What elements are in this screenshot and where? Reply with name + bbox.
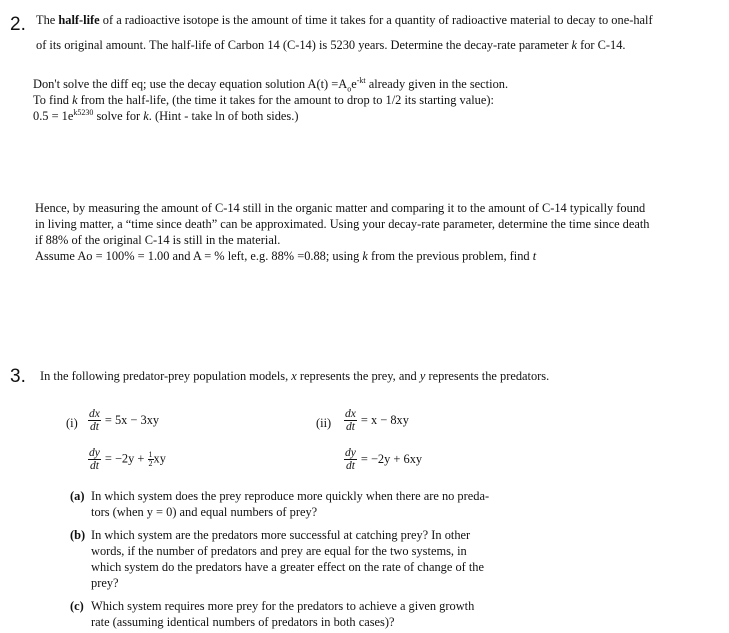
question-b-label (70, 528, 85, 543)
instruction-line-3 (33, 109, 298, 124)
text: To find (33, 93, 73, 107)
text: already given in the section. (365, 77, 509, 91)
numerator: 1 (148, 450, 153, 459)
rhs: = −2y + 6xy (360, 452, 423, 466)
label: (c) (70, 599, 84, 613)
t-var: t (532, 249, 537, 263)
system-ii-eq-1 (344, 408, 409, 433)
problem-2-line-2 (36, 38, 626, 53)
question-a-line-1: In which system does the prey reproduce more quickly when there are no preda- (91, 489, 490, 503)
text: for C-14. (576, 38, 626, 52)
system-i-eq-2 (88, 447, 166, 472)
label: (b) (70, 528, 86, 542)
system-i-label: (i) (66, 416, 78, 430)
k-var: k (362, 249, 368, 263)
system-i-eq-1 (88, 408, 159, 433)
question-c-line-2: rate (assuming identical numbers of predators in both cases)? (91, 615, 395, 629)
label: (a) (70, 489, 85, 503)
k-var: k (143, 109, 149, 123)
dy-dt-fraction (88, 447, 101, 472)
numerator: dy (345, 447, 356, 459)
denominator: dt (345, 460, 355, 472)
system-ii-label: (ii) (316, 416, 332, 430)
y-var: y (419, 369, 426, 383)
denominator: dt (89, 421, 99, 433)
instruction-line-2 (33, 93, 494, 108)
question-a-label (70, 489, 84, 504)
numerator: dy (89, 447, 100, 459)
text: solve for (93, 109, 144, 123)
question-a-line-2: tors (when y = 0) and equal numbers of prey? (91, 505, 318, 519)
question-b-line-4: prey? (91, 576, 119, 590)
denominator: dt (89, 460, 99, 472)
system-ii-eq-2 (344, 447, 422, 472)
text: xy (153, 451, 166, 466)
question-b-line-1: In which system are the predators more successful at catching prey? In other (91, 528, 471, 542)
text: 0.5 = 1e (33, 109, 74, 123)
numerator: dx (345, 408, 356, 420)
dy-dt-fraction (344, 447, 357, 472)
question-c-line-1: Which system requires more prey for the predators to achieve a given growth (91, 599, 475, 613)
paragraph-line-2: in living matter, a “time since death” can be approximated. Using your decay-rate parameter, determine the time since death (35, 217, 650, 231)
problem-2-line-1 (36, 13, 653, 28)
question-b-line-2: words, if the number of predators and prey are equal for the two systems, in (91, 544, 467, 558)
text: of its original amount. The half-life of Carbon 14 (C-14) is 5230 years. Determine the decay-rate parameter (36, 38, 572, 52)
text: The (36, 13, 59, 27)
half-life-term: half-life (58, 13, 100, 27)
text: represents the prey, and (296, 369, 420, 383)
paragraph-line-4 (35, 249, 536, 264)
text: In the following predator-prey population models, (40, 369, 292, 383)
k-var: k (72, 93, 78, 107)
rhs: = x − 8xy (360, 413, 409, 427)
k-var: k (571, 38, 577, 52)
question-b-line-3: which system do the predators have a greater effect on the rate of change of the (91, 560, 485, 574)
paragraph-line-3: if 88% of the original C-14 is still in the material. (35, 233, 281, 247)
denominator: 2 (148, 459, 153, 468)
rhs (105, 451, 166, 468)
exponent: k5230 (73, 107, 94, 117)
dx-dt-fraction (344, 408, 357, 433)
denominator: dt (345, 421, 355, 433)
problem-3-number: 3. (10, 366, 26, 387)
subscript: o (347, 84, 352, 94)
paragraph-line-1: Hence, by measuring the amount of C-14 still in the organic matter and comparing it to the amount of C-14 typically found (35, 201, 646, 215)
text: from the previous problem, find (367, 249, 533, 263)
x-var: x (291, 369, 297, 383)
text: = −2y + (104, 451, 148, 466)
text: e (351, 77, 357, 91)
instruction-line-1 (33, 77, 508, 92)
problem-2-number: 2. (10, 14, 26, 35)
question-c-label (70, 599, 84, 614)
numerator: dx (89, 408, 100, 420)
text: from the half-life, (the time it takes for the amount to drop to 1/2 its starting value): (77, 93, 494, 107)
text: Don't solve the diff eq; use the decay equation solution A(t) =A (33, 77, 348, 91)
problem-3-intro (40, 369, 549, 384)
text: . (Hint - take ln of both sides.) (148, 109, 299, 123)
dx-dt-fraction (88, 408, 101, 433)
text: Assume Ao = 100% = 1.00 and A = % left, e.g. 88% =0.88; using (35, 249, 363, 263)
text: of a radioactive isotope is the amount of time it takes for a quantity of radioactive material to decay to one-half (99, 13, 653, 27)
exponent: -kt (356, 75, 366, 85)
text: represents the predators. (425, 369, 550, 383)
rhs: = 5x − 3xy (104, 413, 160, 427)
